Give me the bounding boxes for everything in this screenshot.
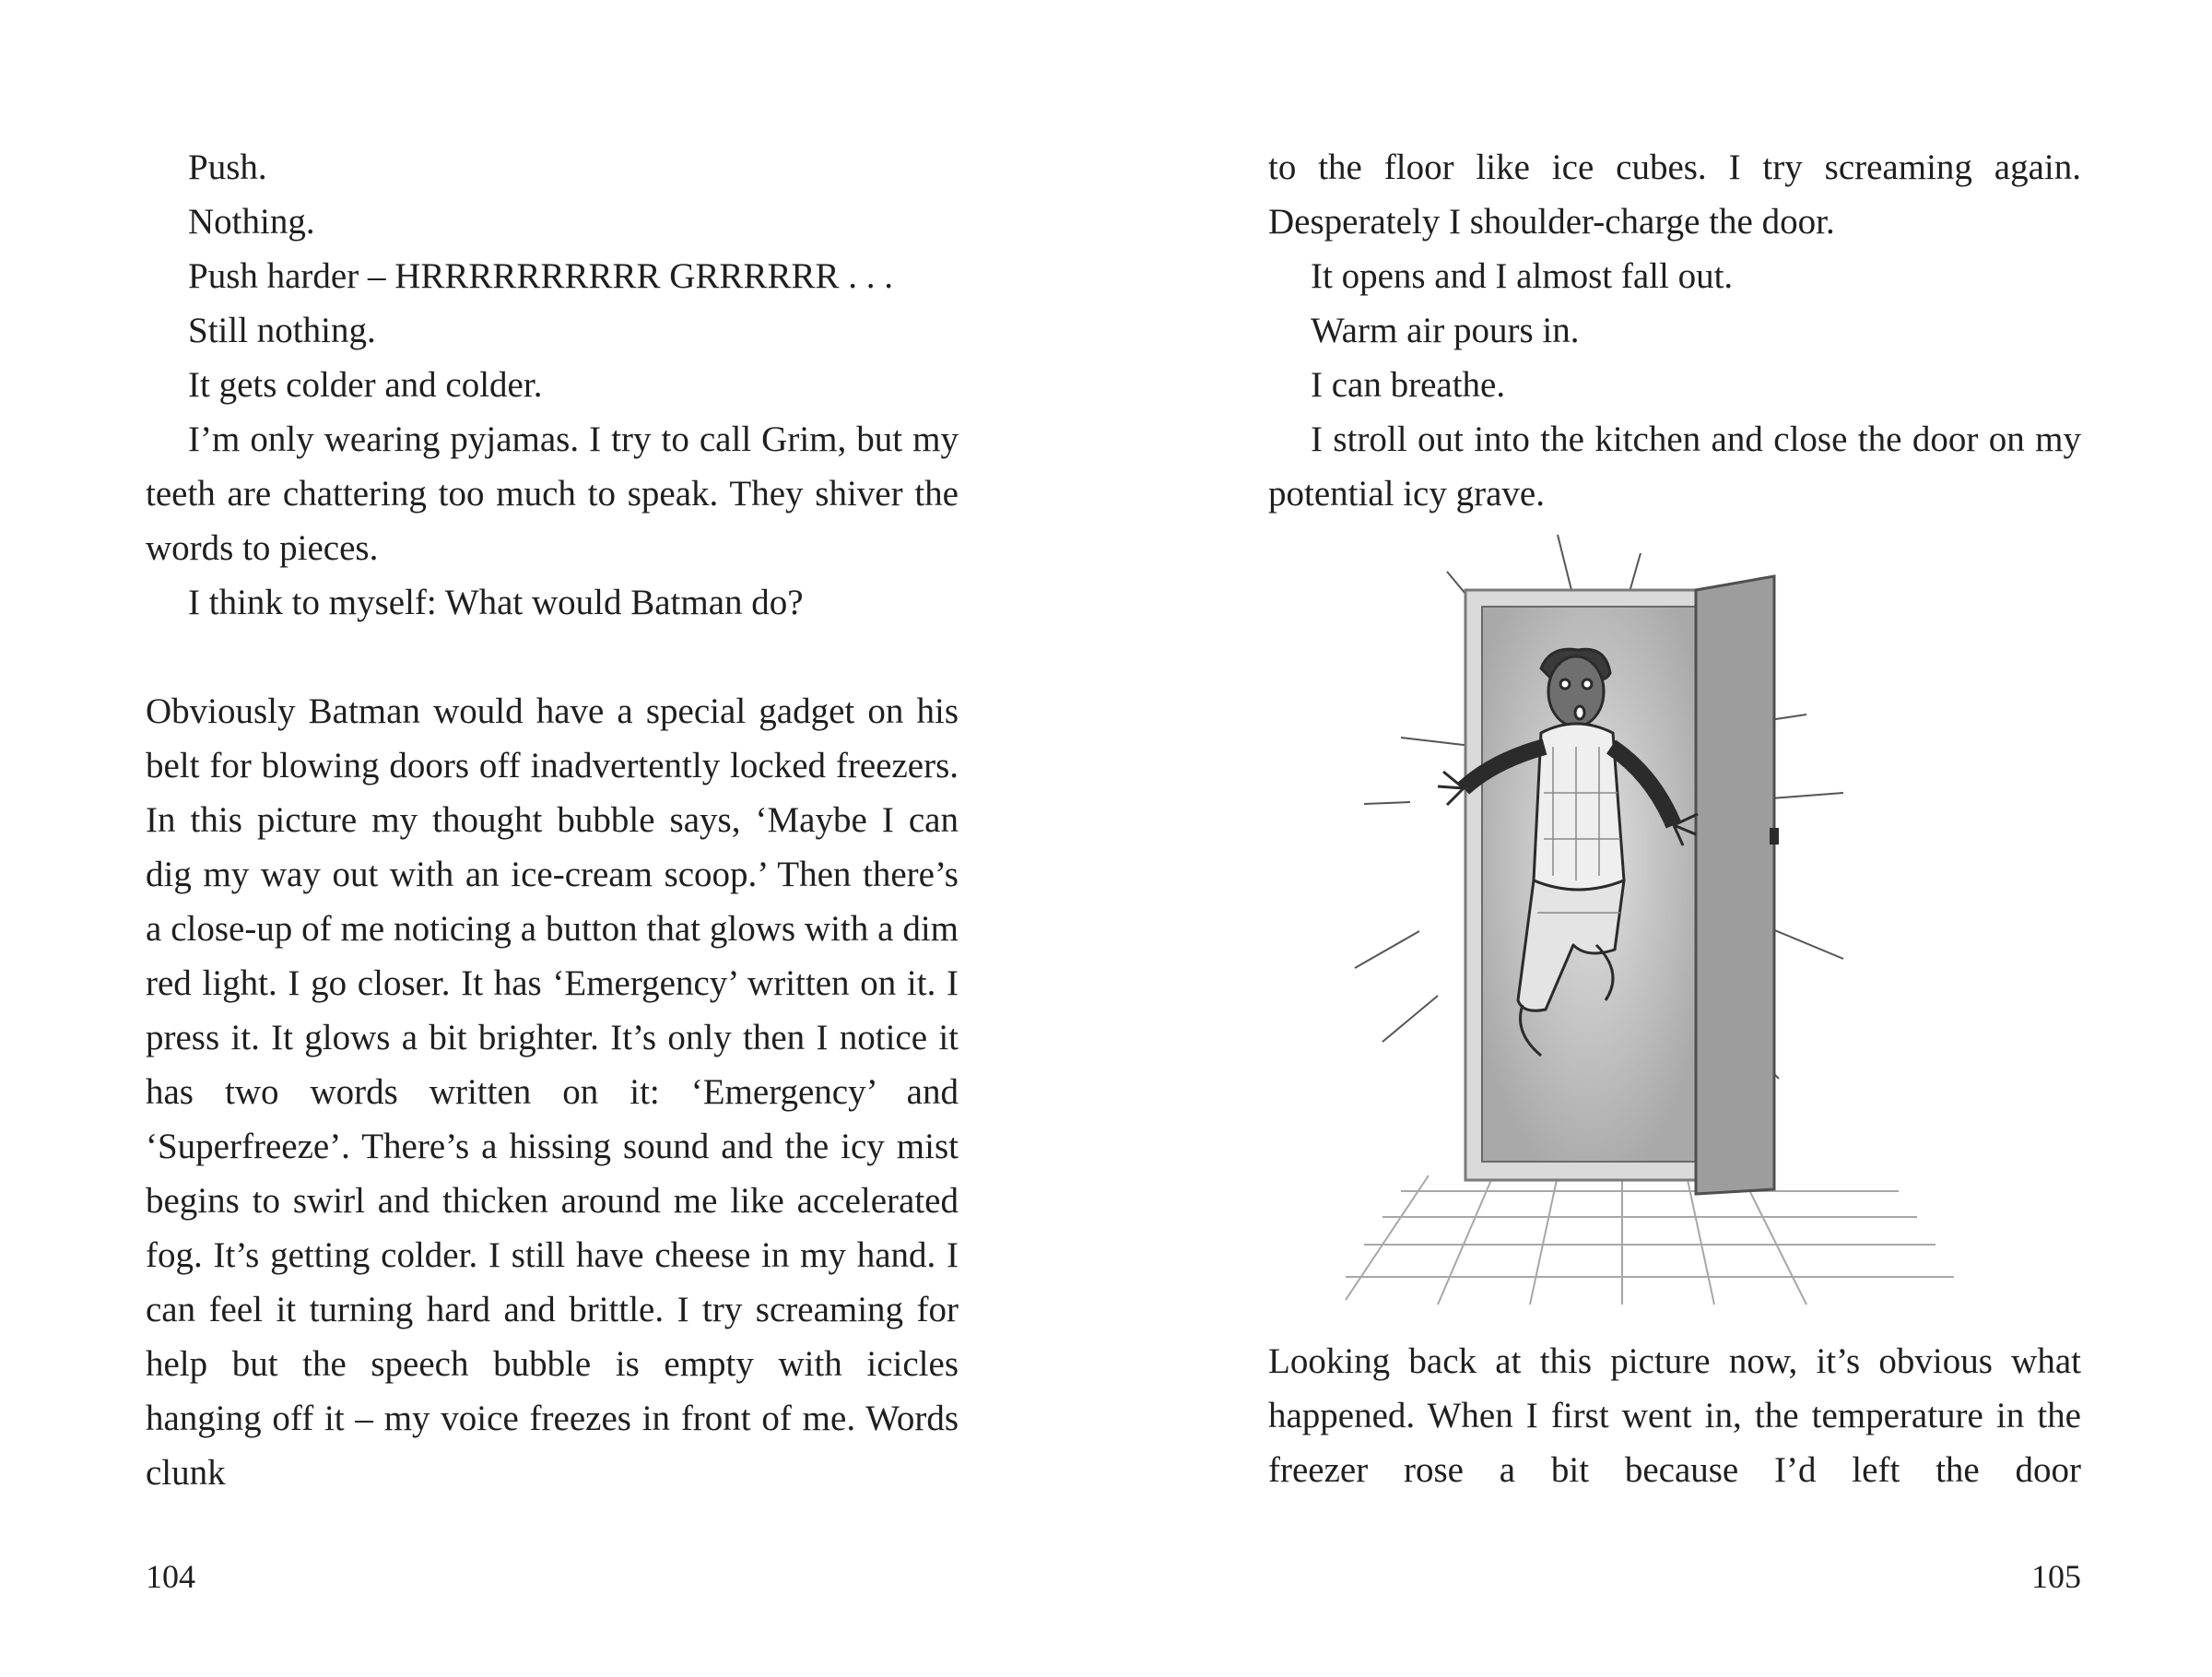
paragraph: Still nothing. [188, 311, 376, 350]
right-page-text [1268, 140, 2081, 521]
floor-tiles [1346, 1175, 1954, 1305]
paragraph: Push. [188, 148, 267, 187]
closing-paragraph: Looking back at this picture now, it’s obvious what happened. When I first went in, the temperature in the freezer rose a bit because I’d left the door [1268, 1341, 2081, 1490]
paragraph: Warm air pours in. [1311, 311, 1580, 350]
freezer-escape-illustration [1327, 526, 1972, 1314]
paragraph: I can breathe. [1311, 365, 1506, 405]
paragraph: I stroll out into the kitchen and close the door on my potential icy grave. [1268, 419, 2081, 514]
paragraph: I’m only wearing pyjamas. I try to call Grim, but my teeth are chattering too much to speak. They shiver the words to pieces. [146, 419, 959, 568]
paragraph: It gets colder and colder. [188, 365, 543, 405]
door-handle-icon [1770, 828, 1779, 844]
page-number: 105 [2031, 1558, 2081, 1595]
open-door [1696, 576, 1774, 1194]
left-page-text [146, 140, 959, 1500]
right-page [1106, 0, 2212, 1677]
page-number: 104 [146, 1558, 195, 1595]
paragraph: Push harder – HRRRRRRRRRR GRRRRRR . . . [188, 256, 893, 296]
paragraph: It opens and I almost fall out. [1311, 256, 1734, 296]
paragraph: I think to myself: What would Batman do? [188, 583, 804, 622]
continued-paragraph: to the floor like ice cubes. I try screaming again. Desperately I shoulder-charge the door. [1268, 148, 2081, 242]
left-hand [1438, 772, 1464, 805]
paragraph: Nothing. [188, 202, 315, 242]
section-paragraph: Obviously Batman would have a special gadget on his belt for blowing doors off inadvertently locked freezers. In this picture my thought bubble says, ‘Maybe I can dig my way out with an ice-cream scoop.’ Then there’s a close-up of me noticing a button that glows with a dim red light. I go closer. It has ‘Emergency’ written on it. I press it. It glows a bit brighter. It’s only then I notice it has two words written on it: ‘Emergency’ and ‘Superfreeze’. There’s a hissing sound and the icy mist begins to swirl and thicken around me like accelerated fog. It’s getting colder. I still have cheese in my hand. I can feel it turning hard and brittle. I try screaming for help but the speech bubble is empty with icicles hanging off it – my voice freezes in front of me. Words clunk [146, 691, 959, 1493]
